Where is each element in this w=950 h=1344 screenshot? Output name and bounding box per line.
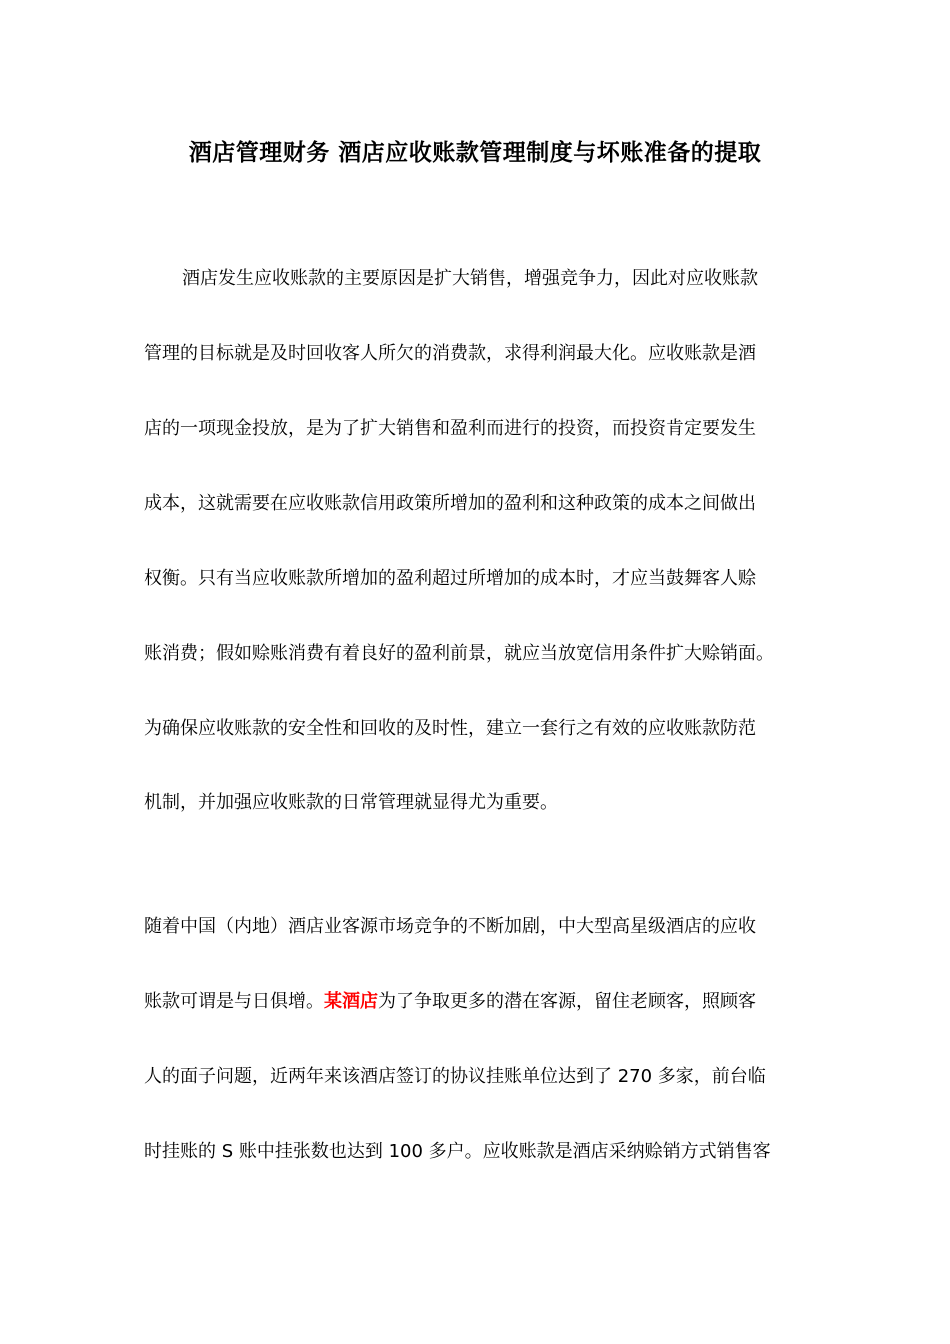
paragraph-1-line-2: 管理的目标就是及时回收客人所欠的消费款，求得利润最大化。应收账款是酒 (144, 343, 756, 364)
document-title: 酒店管理财务 酒店应收账款管理制度与坏账准备的提取 (188, 140, 762, 166)
paragraph-2-line-3: 人的面子问题，近两年来该酒店签订的协议挂账单位达到了 270 多家，前台临 (144, 1066, 766, 1087)
paragraph-1-line-3: 店的一项现金投放，是为了扩大销售和盈利而进行的投资，而投资肯定要发生 (144, 418, 756, 439)
paragraph-1-line-7: 为确保应收账款的安全性和回收的及时性，建立一套行之有效的应收账款防范 (144, 718, 756, 739)
paragraph-1-line-6: 账消费；假如赊账消费有着良好的盈利前景，就应当放宽信用条件扩大赊销面。 (144, 643, 774, 664)
paragraph-1-line-1: 酒店发生应收账款的主要原因是扩大销售，增强竞争力，因此对应收账款 (182, 268, 758, 289)
paragraph-2-line-4: 时挂账的 S 账中挂张数也达到 100 多户。应收账款是酒店采纳赊销方式销售客 (144, 1141, 771, 1162)
paragraph-2-line-2-start: 账款可谓是与日俱增。 (144, 991, 324, 1012)
paragraph-2-line-2-end: 为了争取更多的潜在客源，留住老顾客，照顾客 (378, 991, 756, 1012)
paragraph-1-line-4: 成本，这就需要在应收账款信用政策所增加的盈利和这种政策的成本之间做出 (144, 493, 756, 514)
paragraph-1-line-8: 机制，并加强应收账款的日常管理就显得尤为重要。 (144, 792, 558, 813)
paragraph-2-line-2 (144, 989, 824, 1015)
highlighted-hotel-name: 某酒店 (324, 991, 378, 1012)
paragraph-1-line-5: 权衡。只有当应收账款所增加的盈利超过所增加的成本时，才应当鼓舞客人赊 (144, 568, 756, 589)
paragraph-2-line-1: 随着中国（内地）酒店业客源市场竞争的不断加剧，中大型高星级酒店的应收 (144, 916, 756, 937)
